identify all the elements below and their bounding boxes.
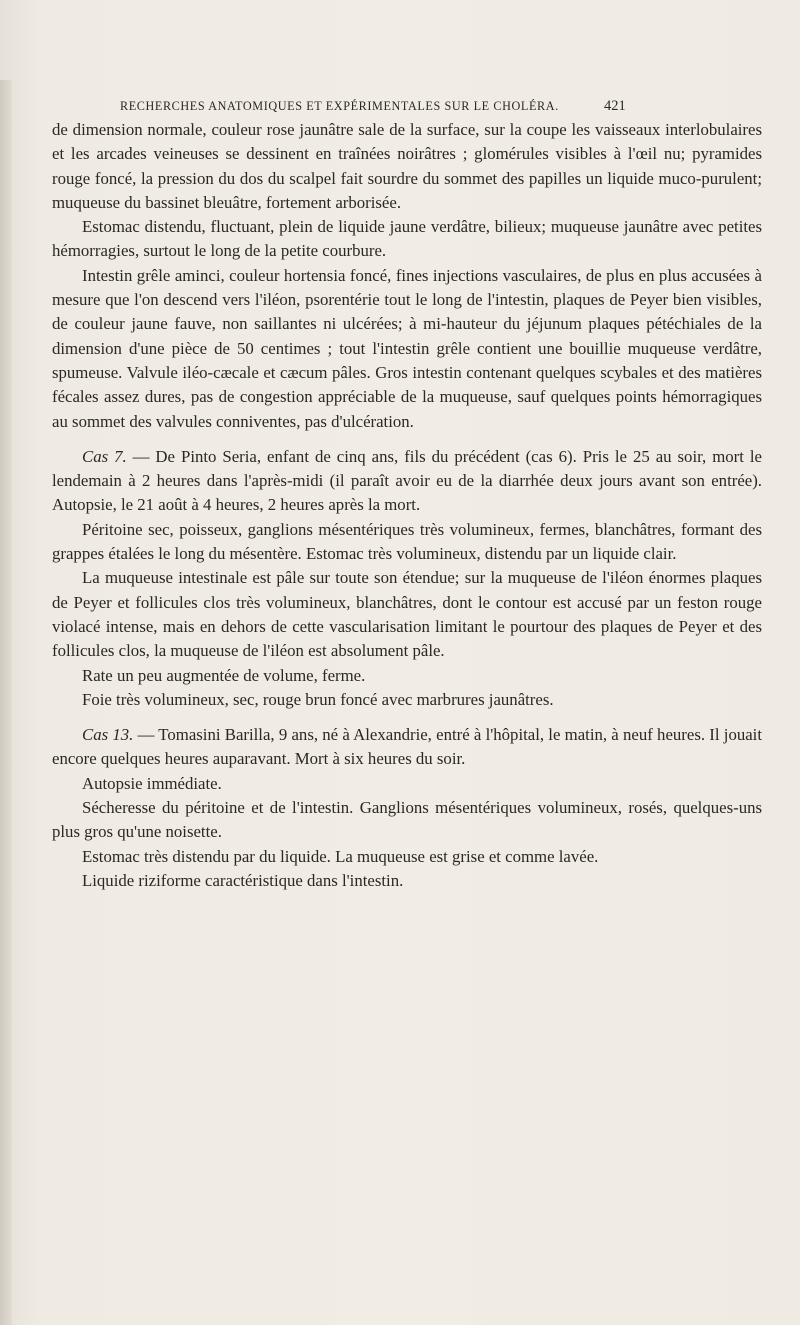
paragraph-autopsy [52,772,762,796]
paragraph-text: Intestin grêle aminci, couleur hortensia foncé, fines injections vasculaires, de plus en plus accusées à mesure que l'on descend vers l'iléon, psorentérie tout le long de l'intestin, plaques de Peyer bien visibles, de couleur jaune fauve, non saillantes ni ulcérées; à mi-hauteur du jéjunum plaques pétéchiales de la dimension d'une pièce de 50 centimes ; tout l'intestin grêle contient une bouillie muqueuse verdâtre, spumeuse. Valvule iléo-cæcale et cæcum pâles. Gros intestin contenant quelques scybales et des matières fécales assez dures, pas de congestion appréciable de la muqueuse, sauf quelques points hémorragiques au sommet des valvules conniventes, pas d'ulcération. [52,265,762,431]
page-number: 421 [604,98,626,114]
paragraph-text: — Tomasini Barilla, 9 ans, né à Alexandrie, entré à l'hôpital, le matin, à neuf heures. Il jouait encore quelques heures auparavant. Mort à six heures du soir. [52,725,762,769]
paragraph-text: Péritoine sec, poisseux, ganglions mésentériques très volumineux, fermes, blanchâtres, formant des grappes étalées le long du mésentère. Estomac très volumineux, distendu par un liquide clair. [52,519,762,564]
body-text [52,118,762,893]
paragraph-text: Foie très volumineux, sec, rouge brun foncé avec marbrures jaunâtres. [82,689,554,709]
paragraph-liver [52,688,762,712]
case-label: Cas 7. [82,446,127,466]
paragraph-text: Estomac distendu, fluctuant, plein de liquide jaune verdâtre, bilieux; muqueuse jaunâtre avec petites hémorragies, surtout le long de la petite courbure. [52,217,762,261]
paragraph-small-intestine [52,264,762,434]
paragraph-case-7 [52,445,762,518]
paragraph-intestinal-mucosa [52,566,762,663]
paragraph-peritoneum [52,518,762,567]
paragraph-kidney-continued [52,118,762,215]
paragraph-text: de dimension normale, couleur rose jaunâtre sale de la surface, sur la coupe les vaisseaux interlobulaires et les arcades veineuses se dessinent en traînées noirâtres ; glomérules visibles à l'œil nu; pyramides rouge foncé, la pression du dos du scalpel fait sourdre du sommet des papilles un liquide muco-purulent; muqueuse du bassinet bleuâtre, fortement arborisée. [52,120,762,212]
case-label: Cas 13. [82,725,134,745]
paragraph-stomach [52,215,762,264]
paragraph-text: Sécheresse du péritoine et de l'intestin. Ganglions mésentériques volumineux, rosés, quelques-uns plus gros qu'une noisette. [52,798,762,842]
paragraph-text: Rate un peu augmentée de volume, ferme. [82,665,366,685]
paragraph-text: Estomac très distendu par du liquide. La muqueuse est grise et comme lavée. [82,846,599,866]
paragraph-dryness [52,796,762,845]
page-header [0,96,800,118]
paragraph-text: Liquide riziforme caractéristique dans l'intestin. [82,870,404,890]
paragraph-text: La muqueuse intestinale est pâle sur toute son étendue; sur la muqueuse de l'iléon énormes plaques de Peyer et follicules clos très volumineux, blanchâtres, dont le contour est accusé par un feston rouge violacé intense, mais en dehors de cette vascularisation limitant le pourtour des plaques de Peyer et des follicules clos, la muqueuse de l'iléon est absolument pâle. [52,568,762,661]
paragraph-riziform-liquid [52,869,762,893]
paragraph-text: Autopsie immédiate. [82,773,222,793]
paragraph-spleen [52,664,762,688]
paragraph-case-13 [52,723,762,772]
paragraph-stomach-distended [52,845,762,869]
page-spine-shadow [0,80,12,1325]
running-head: RECHERCHES ANATOMIQUES ET EXPÉRIMENTALES SUR LE CHOLÉRA. [120,99,559,113]
paragraph-text: — De Pinto Seria, enfant de cinq ans, fils du précédent (cas 6). Pris le 25 au soir, mort le lendemain à 2 heures dans l'après-midi (il paraît avoir eu de la diarrhée deux jours avant son entrée). Autopsie, le 21 août à 4 heures, 2 heures après la mort. [52,446,762,515]
